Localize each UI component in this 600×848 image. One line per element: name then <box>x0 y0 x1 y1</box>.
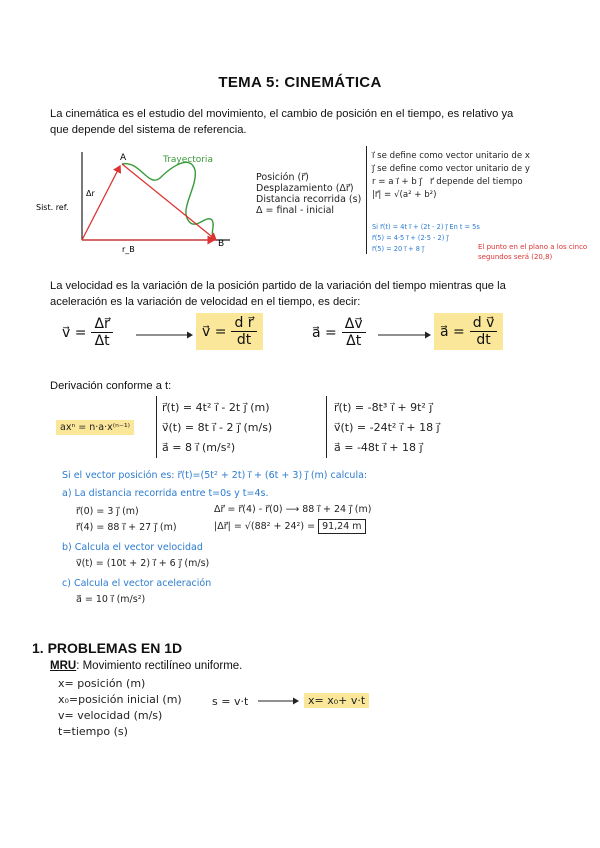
r-b-label: r_B <box>122 245 135 254</box>
deriv-line: v⃗(t) = -24t² i⃗ + 18 j⃗ <box>334 421 440 434</box>
frac-d-v <box>470 315 498 348</box>
mru-var: x₀=posición inicial (m) <box>58 693 182 706</box>
v-left: v⃗ = <box>62 324 87 341</box>
note-j: j⃗ se define como vector unitario de y <box>372 164 530 174</box>
col2-divider <box>326 396 327 458</box>
notes-block <box>372 150 530 202</box>
page-title: TEMA 5: CINEMÁTICA <box>218 74 382 91</box>
displacement-vector <box>122 164 216 240</box>
notes-divider <box>366 146 367 254</box>
arrow-v <box>136 330 196 340</box>
problem-c-label: c) Calcula el vector aceleración <box>62 578 212 589</box>
delta-r-label: Δr <box>86 189 95 198</box>
mru-desc: : Movimiento rectilíneo uniforme. <box>76 660 243 672</box>
trajectory-label: Trayectoria <box>163 155 213 165</box>
mru-result: x= x₀+ v·t <box>304 693 369 708</box>
velocity-instant <box>196 313 263 350</box>
legend-item: Δ = final - inicial <box>256 205 335 216</box>
note-i: i⃗ se define como vector unitario de x <box>372 151 530 161</box>
intro-paragraph: La cinemática es el estudio del movimiento, el cambio de posición en el tiempo, es relativo ya que depende del sistema de referencia. <box>50 108 514 136</box>
note-r-mod: |r⃗| = √(a² + b²) <box>372 190 437 200</box>
a-right: a⃗ = <box>440 323 465 340</box>
frac-den: Δt <box>346 333 362 349</box>
frac-num: Δv⃗ <box>342 316 366 333</box>
power-rule: axⁿ = n·a·x⁽ⁿ⁻¹⁾ <box>56 420 134 435</box>
problem-b1: v⃗(t) = (10t + 2) i⃗ + 6 j⃗ (m/s) <box>76 558 210 569</box>
mru-line <box>50 660 242 672</box>
velocity-paragraph: La velocidad es la variación de la posición partido de la variación del tiempo mientras que la aceleración es la variación de velocidad en el tiempo, es decir: <box>50 280 506 308</box>
legend-item: Posición (r⃗) <box>256 172 309 183</box>
mru-arrow <box>258 696 302 706</box>
v-right: v⃗ = <box>202 323 227 340</box>
legend-item: Desplazamiento (Δr⃗) <box>256 183 354 194</box>
mru-var: t=tiempo (s) <box>58 725 128 738</box>
point-b-label: B <box>218 239 225 249</box>
point-a-label: A <box>120 153 127 163</box>
red-note: El punto en el plano a los cinco segundos será (20,8) <box>478 243 588 261</box>
problem-a2: r⃗(4) = 88 i⃗ + 27 j⃗ (m) <box>76 522 177 533</box>
frac-den: dt <box>236 332 252 348</box>
position-vector-a <box>82 166 120 240</box>
velocity-average <box>62 316 113 349</box>
problem-a4 <box>214 521 366 532</box>
a-left: a⃗ = <box>312 324 337 341</box>
trajectory-diagram <box>30 148 240 260</box>
deriv-line: a⃗ = -48t i⃗ + 18 j⃗ <box>334 441 423 454</box>
accel-instant <box>434 313 503 350</box>
mru-equation: s = v·t <box>212 695 249 708</box>
problem-statement: Si el vector posición es: r⃗(t)=(5t² + 2t) i⃗ + (6t + 3) j⃗ (m) calcula: <box>62 470 368 481</box>
example-line: r⃗(5) = 4·5 i⃗ + (2·5 - 2) j⃗ <box>372 234 449 242</box>
example-line: Si r⃗(t) = 4t i⃗ + (2t - 2) j⃗ En t = 5s <box>372 223 480 231</box>
frac-dv-dt <box>342 316 366 349</box>
derivation-col2 <box>334 398 440 458</box>
mru-vars <box>58 676 182 740</box>
mru-var: v= velocidad (m/s) <box>58 709 163 722</box>
frac-num: Δr⃗ <box>91 316 112 333</box>
deriv-line: r⃗(t) = 4t² i⃗ - 2t j⃗ (m) <box>162 401 270 414</box>
example-line: r⃗(5) = 20 i⃗ + 8 j⃗ <box>372 245 424 253</box>
reference-label: Sist. ref. <box>36 203 69 212</box>
accel-average <box>312 316 366 349</box>
mru-var: x= posición (m) <box>58 677 146 690</box>
problem-b-label: b) Calcula el vector velocidad <box>62 542 203 553</box>
frac-num: d r⃗ <box>231 315 256 332</box>
problem-a-label: a) La distancia recorrida entre t=0s y t=4s. <box>62 488 269 499</box>
problem-a3: Δr⃗ = r⃗(4) - r⃗(0) ⟶ 88 i⃗ + 24 j⃗ (m) <box>214 504 372 515</box>
distance-formula: |Δr⃗| = √(88² + 24²) = <box>214 521 316 532</box>
r-depends: r⃗ depende del tiempo <box>430 177 523 187</box>
frac-num: d v⃗ <box>470 315 498 332</box>
section-heading: 1. PROBLEMAS EN 1D <box>32 640 183 656</box>
derivation-label: Derivación conforme a t: <box>50 380 172 392</box>
problem-a1: r⃗(0) = 3 j⃗ (m) <box>76 506 139 517</box>
r-equation: r = a i⃗ + b j⃗ <box>372 177 422 187</box>
legend <box>256 172 361 216</box>
notes-example <box>372 222 480 255</box>
frac-dr-dt <box>91 316 112 349</box>
frac-d-r <box>231 315 256 348</box>
col1-divider <box>156 396 157 458</box>
derivation-col1 <box>162 398 272 458</box>
mru-abbr: MRU <box>50 660 77 672</box>
frac-den: Δt <box>94 333 110 349</box>
deriv-line: r⃗(t) = -8t³ i⃗ + 9t² j⃗ <box>334 401 433 414</box>
note-r-eq <box>372 176 530 189</box>
deriv-line: a⃗ = 8 i⃗ (m/s²) <box>162 441 236 454</box>
frac-den: dt <box>476 332 491 348</box>
problem-c1: a⃗ = 10 i⃗ (m/s²) <box>76 594 146 605</box>
legend-item: Distancia recorrida (s) <box>256 194 362 205</box>
deriv-line: v⃗(t) = 8t i⃗ - 2 j⃗ (m/s) <box>162 421 273 434</box>
arrow-a <box>378 330 434 340</box>
distance-result: 91,24 m <box>318 519 365 534</box>
